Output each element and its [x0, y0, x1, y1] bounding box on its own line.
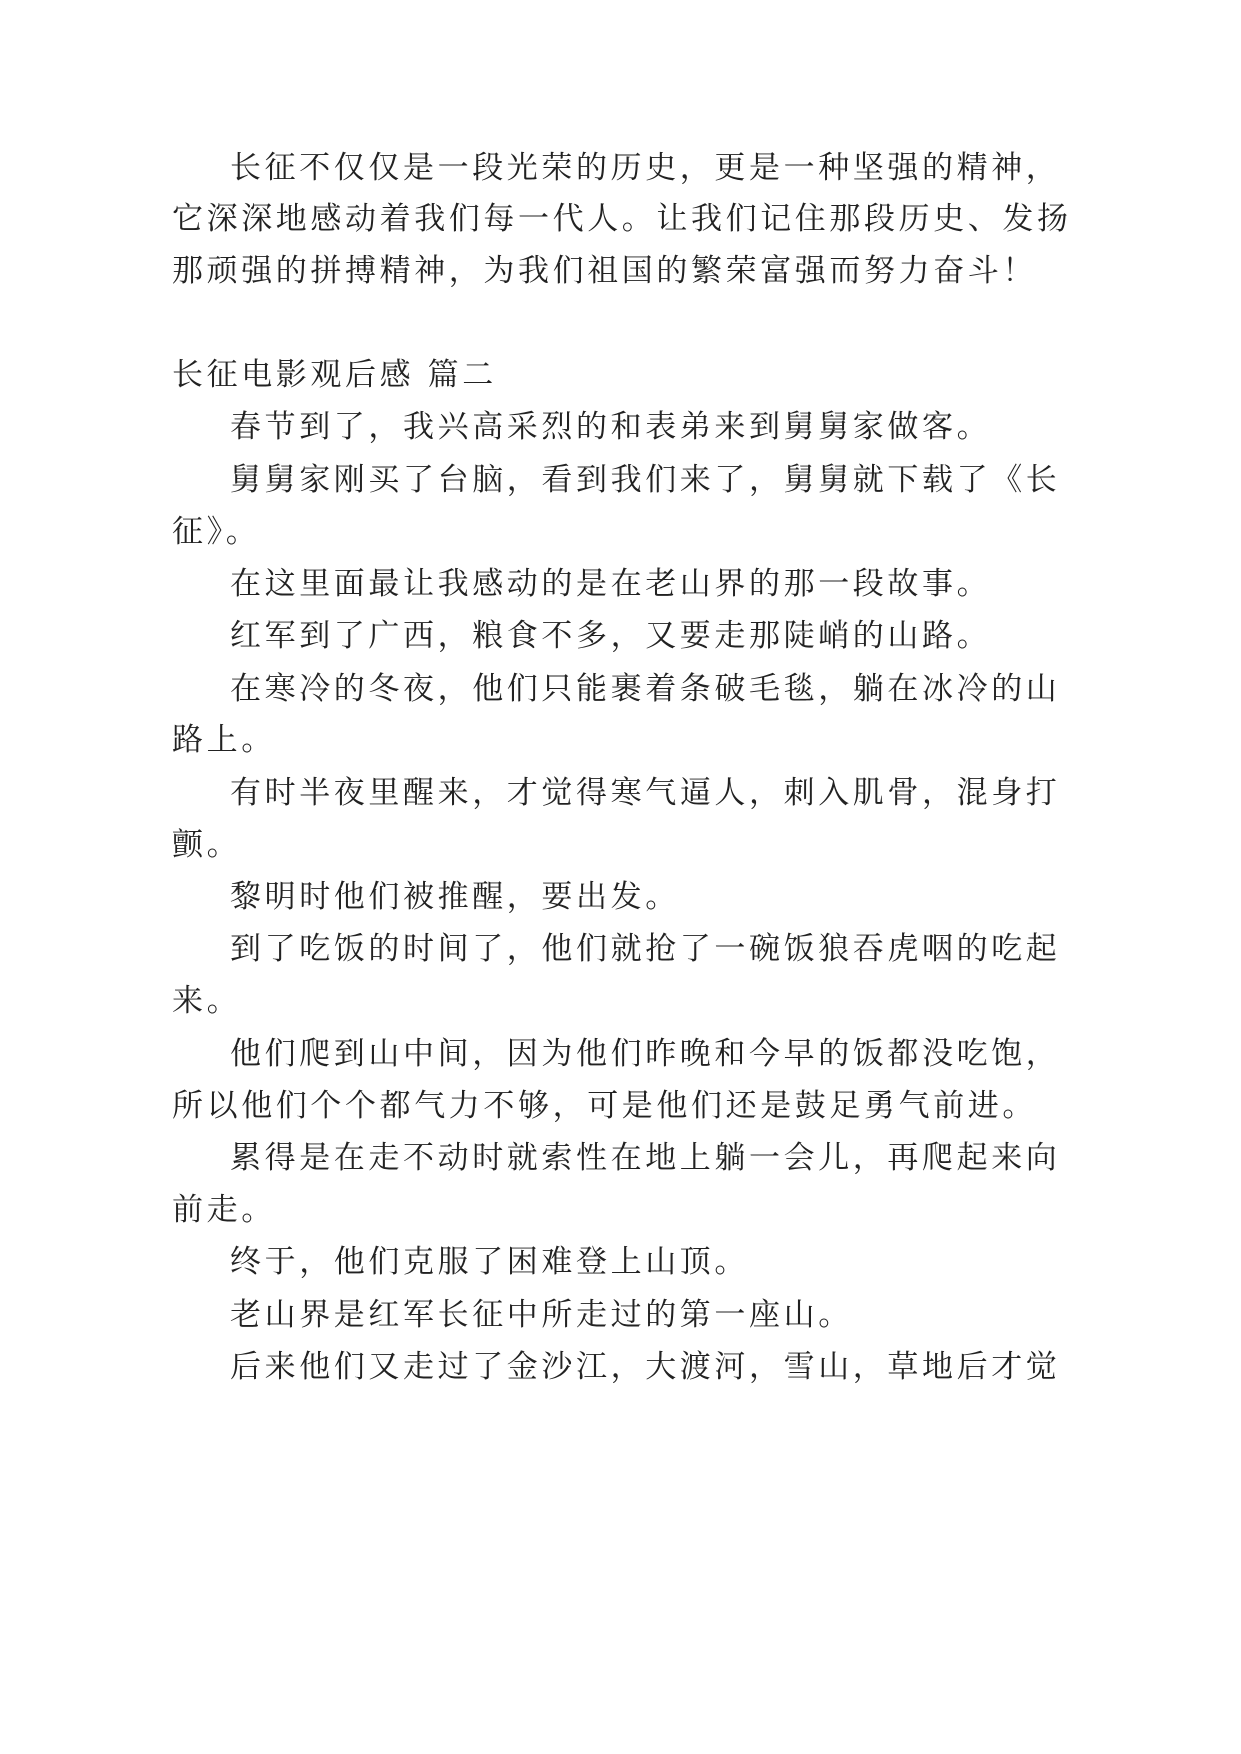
- paragraph-line: 累得是在走不动时就索性在地上躺一会儿，再爬起来向: [230, 1140, 1061, 1176]
- paragraph-line: 春节到了，我兴高采烈的和表弟来到舅舅家做客。: [230, 409, 992, 445]
- paragraph-line: 在寒冷的冬夜，他们只能裹着条破毛毯，躺在冰冷的山: [230, 671, 1061, 707]
- paragraph-line: 有时半夜里醒来，才觉得寒气逼人，刺入肌骨，混身打: [230, 775, 1061, 811]
- paragraph-line: 后来他们又走过了金沙江，大渡河，雪山，草地后才觉: [230, 1349, 1061, 1385]
- paragraph-line: 征》。: [172, 514, 261, 550]
- paragraph-line: 路上。: [172, 722, 276, 758]
- paragraph-line: 来。: [172, 983, 242, 1019]
- paragraph-line: 颤。: [172, 827, 242, 863]
- paragraph-line: 在这里面最让我感动的是在老山界的那一段故事。: [230, 566, 992, 602]
- paragraph-line: 红军到了广西，粮食不多，又要走那陡峭的山路。: [230, 618, 992, 654]
- section-heading: 长征电影观后感 篇二: [172, 357, 497, 393]
- paragraph-line: 那顽强的拼搏精神，为我们祖国的繁荣富强而努力奋斗！: [172, 253, 1037, 289]
- paragraph-line: 前走。: [172, 1192, 276, 1228]
- paragraph-line: 老山界是红军长征中所走过的第一座山。: [230, 1297, 853, 1333]
- paragraph-line: 他们爬到山中间，因为他们昨晚和今早的饭都没吃饱，: [230, 1036, 1061, 1072]
- paragraph-line: 黎明时他们被推醒，要出发。: [230, 879, 680, 915]
- paragraph-line: 终于，他们克服了困难登上山顶。: [230, 1244, 749, 1280]
- paragraph-line: 所以他们个个都气力不够，可是他们还是鼓足勇气前进。: [172, 1088, 1037, 1124]
- paragraph-line: 舅舅家刚买了台脑，看到我们来了，舅舅就下载了《长: [230, 462, 1061, 498]
- paragraph-line: 到了吃饭的时间了，他们就抢了一碗饭狼吞虎咽的吃起: [230, 931, 1061, 967]
- paragraph-line: 长征不仅仅是一段光荣的历史，更是一种坚强的精神，: [230, 150, 1061, 186]
- paragraph-line: 它深深地感动着我们每一代人。让我们记住那段历史、发扬: [172, 201, 1072, 237]
